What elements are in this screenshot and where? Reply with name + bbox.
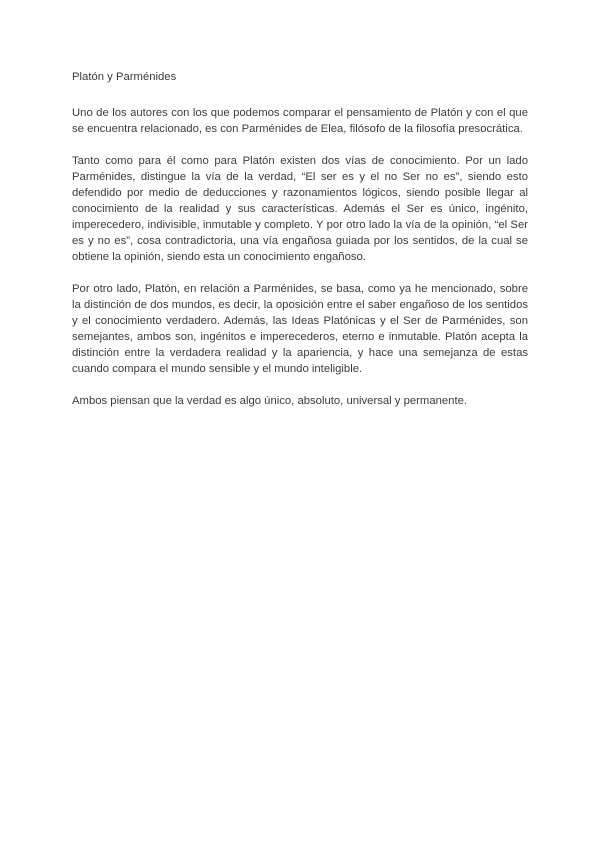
paragraph-parmenides-ways: Tanto como para él como para Platón existen dos vías de conocimiento. Por un lado Parménides, distingue la vía de la verdad, “El ser es y el no Ser no es”, siendo esto defendido por medio de deducciones y razonamientos lógicos, siendo posible llegar al conocimiento de la realidad y sus características. Además el Ser es único, ingénito, imperecedero, indivisible, inmutable y completo. Y por otro lado la vía de la opinión, “el Ser es y no es”, cosa contradictoria, una vía engañosa guiada por los sentidos, de la cual se obtiene la opinión, siendo esta un conocimiento engañoso.: [72, 155, 528, 263]
document-title: Platón y Parménides: [72, 71, 177, 83]
document-body: [72, 69, 528, 425]
paragraph-plato-relation: Por otro lado, Platón, en relación a Parménides, se basa, como ya he mencionado, sobre la distinción de dos mundos, es decir, la oposición entre el saber engañoso de los sentidos y el conocimiento verdadero. Además, las Ideas Platónicas y el Ser de Parménides, son semejantes, ambos son, ingénitos e imperecederos, eterno e inmutable. Platón acepta la distinción entre la verdadera realidad y la apariencia, y hace una semejanza de estas cuando compara el mundo sensible y el mundo inteligible.: [72, 283, 528, 375]
paragraph-conclusion: Ambos piensan que la verdad es algo único, absoluto, universal y permanente.: [72, 395, 468, 407]
paragraph-intro: Uno de los autores con los que podemos comparar el pensamiento de Platón y con el que se encuentra relacionado, es con Parménides de Elea, filósofo de la filosofía presocrática.: [72, 107, 528, 135]
